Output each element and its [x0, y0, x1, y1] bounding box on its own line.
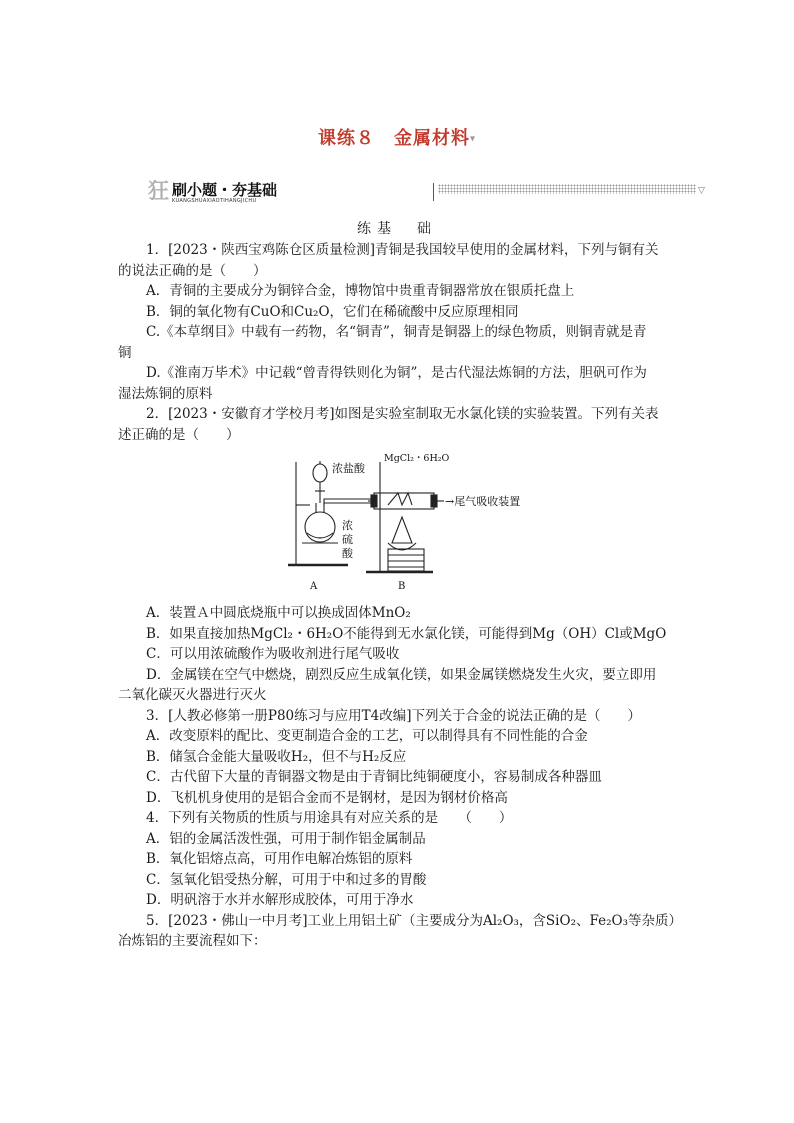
question-stem: 2．[2023・安徽育才学校月考]如图是实验室制取无水氯化镁的实验装置。下列有关表	[146, 406, 659, 422]
label-h2so4-2: 硫	[342, 533, 353, 546]
banner-kuang-glyph: 狂	[148, 178, 169, 203]
question-stem: 1．[2023・陕西宝鸡陈仓区质量检测]青铜是我国较早使用的金属材料，下列与铜有关	[146, 242, 659, 258]
option-d: D．明矾溶于水并水解形成胶体，可用于净水	[146, 892, 414, 908]
connecting-tube	[324, 499, 376, 505]
option-b: B．铜的氧化物有CuO和Cu₂O，它们在稀硫酸中反应原理相同	[146, 303, 519, 320]
option-c: C．可以用浓硫酸作为吸收剂进行尾气吸收	[146, 646, 400, 662]
apparatus-diagram	[288, 447, 538, 597]
stopper-left	[371, 495, 377, 507]
section-title: 练基 础	[357, 221, 437, 237]
option-c: C．氢氧化铝受热分解，可用于中和过多的胃酸	[146, 871, 427, 888]
wooden-block	[388, 549, 424, 571]
banner-triangle-icon: ▽	[698, 186, 705, 196]
question-stem-cont: 述正确的是（ ）	[118, 426, 240, 443]
option-a: A．装置Ａ中圆底烧瓶中可以换成固体MnO₂	[146, 605, 411, 621]
question-list	[118, 240, 682, 952]
stopper-right	[431, 495, 437, 507]
page-title: 课练８ 金属材料▾	[317, 128, 477, 149]
option-d: D.《淮南万毕术》中记载“曾青得铁则化为铜”，是古代湿法炼铜的方法，胆矾可作为	[146, 365, 647, 381]
option-d: D．飞机机身使用的是铝合金而不是钢材，是因为钢材价格高	[146, 789, 508, 806]
question-5	[118, 911, 682, 952]
question-stem: 5．[2023・佛山一中月考]工业上用铝土矿（主要成分为Al₂O₃，含SiO₂、Fe₂O₃等杂质）	[146, 912, 682, 929]
option-a: A．改变原料的配比、变更制造合金的工艺，可以制得具有不同性能的合金	[146, 728, 588, 744]
option-c: C.《本草纲目》中载有一药物，名“铜青”，铜青是铜器上的绿色物质，则铜青就是青	[146, 324, 647, 340]
option-c: C．古代留下大量的青铜器文物是由于青铜比纯铜硬度小，容易制成各种器皿	[146, 769, 602, 785]
label-acid: 浓盐酸	[332, 462, 365, 475]
question-2	[118, 404, 678, 706]
option-a: A．青铜的主要成分为铜锌合金，博物馆中贵重青铜器常放在银质托盘上	[146, 283, 575, 299]
label-a: A	[310, 581, 318, 592]
option-c-cont: 铜	[118, 344, 132, 361]
question-1	[118, 240, 678, 404]
banner-title: 刷小题・夯基础	[172, 181, 278, 199]
question-stem: 4．下列有关物质的性质与用途具有对应关系的是 （ ）	[146, 810, 513, 826]
label-tail-gas: →尾气吸收装置	[445, 495, 521, 508]
question-4	[118, 808, 678, 911]
separatory-funnel	[313, 464, 327, 482]
option-d-cont: 二氧化碳灭火器进行灭火	[118, 687, 267, 703]
banner-divider	[433, 183, 434, 201]
option-b: B．储氢合金能大量吸收H₂，但不与H₂反应	[146, 748, 407, 765]
label-salt: MgCl₂・6H₂O	[384, 453, 450, 464]
banner-dotted-bar	[438, 184, 696, 194]
label-h2so4-1: 浓	[342, 519, 353, 532]
sample-crystals	[388, 493, 412, 505]
question-3	[118, 706, 678, 809]
label-b: B	[398, 581, 406, 592]
section-banner	[148, 180, 708, 204]
flask-liquid	[307, 533, 333, 538]
label-h2so4-3: 酸	[342, 547, 353, 560]
question-stem-cont: 冶炼铝的主要流程如下：	[118, 933, 267, 949]
option-d: D．金属镁在空气中燃烧，剧烈反应生成氧化镁，如果金属镁燃烧发生火灾，要立即用	[146, 666, 657, 683]
apparatus-figure	[118, 447, 678, 597]
question-stem: 3．[人教必修第一册P80练习与应用T4改编]下列关于合金的说法正确的是（ ）	[146, 707, 641, 724]
title-triangle-icon: ▾	[469, 133, 477, 145]
banner-pinyin: KUANGSHUAXIAOTIHANGJICHU	[172, 198, 257, 204]
option-d-cont: 湿法炼铜的原料	[118, 385, 213, 402]
alcohol-lamp-flame	[392, 517, 412, 543]
option-a: A．铝的金属活泼性强，可用于制作铝金属制品	[146, 830, 426, 847]
option-b: B．如果直接加热MgCl₂・6H₂O不能得到无水氯化镁，可能得到Mg（OH）Cl或MgO	[146, 625, 667, 642]
question-stem-cont: 的说法正确的是（ ）	[118, 262, 267, 279]
option-b: B．氧化铝熔点高，可用作电解冶炼铝的原料	[146, 851, 413, 867]
